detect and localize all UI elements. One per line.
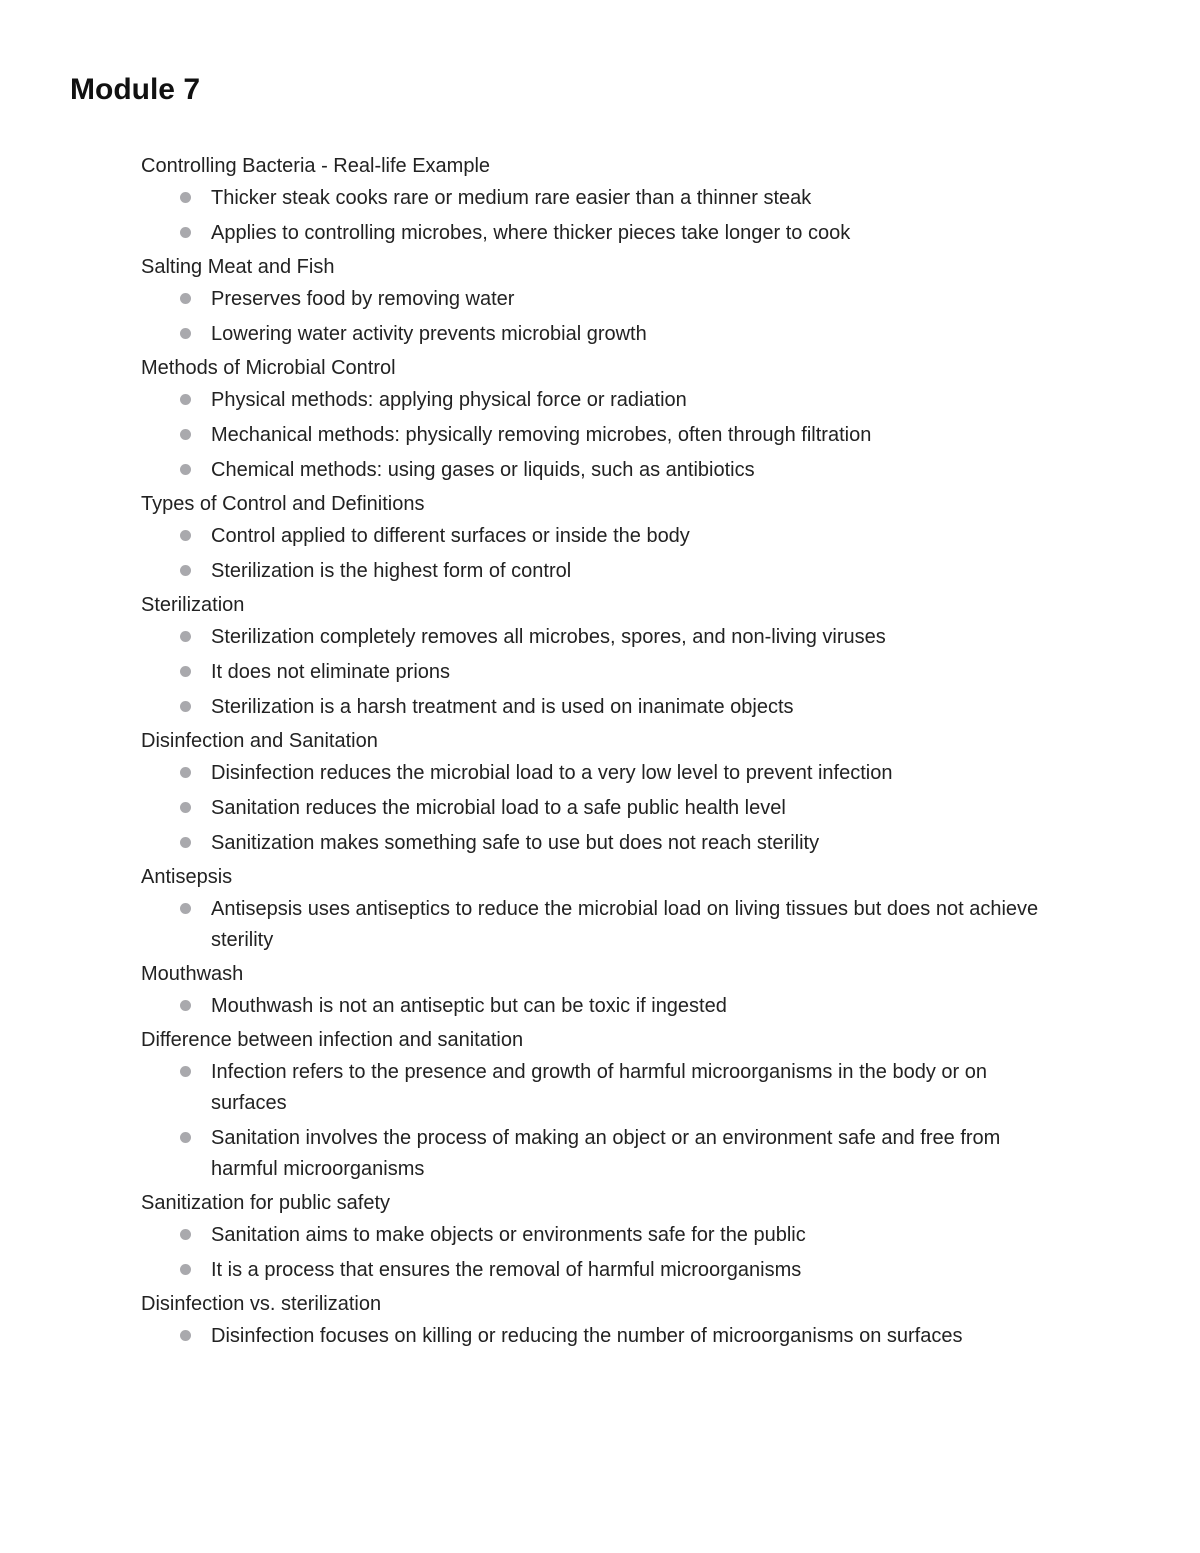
bullet-dot-icon (180, 1066, 191, 1077)
bullet-dot-icon (180, 666, 191, 677)
bullet-item (141, 622, 1061, 653)
bullet-item (141, 793, 1061, 824)
bullet-text: Sterilization completely removes all microbes, spores, and non-living viruses (211, 626, 886, 648)
bullet-text: Sanitization makes something safe to use but does not reach sterility (211, 832, 820, 854)
bullet-text: Chemical methods: using gases or liquids, such as antibiotics (211, 459, 755, 481)
bullet-item (141, 1220, 1061, 1251)
bullet-item (141, 1255, 1061, 1286)
section-heading: Salting Meat and Fish (141, 256, 335, 278)
bullet-dot-icon (180, 1330, 191, 1341)
bullet-text: Disinfection focuses on killing or reducing the number of microorganisms on surfaces (211, 1325, 963, 1347)
bullet-list (141, 1057, 1061, 1185)
note-section (141, 152, 1061, 249)
bullet-text: It does not eliminate prions (211, 661, 451, 683)
bullet-dot-icon (180, 1132, 191, 1143)
bullet-dot-icon (180, 328, 191, 339)
bullet-item (141, 385, 1061, 416)
bullet-text: Lowering water activity prevents microbial growth (211, 323, 647, 345)
bullet-dot-icon (180, 394, 191, 405)
bullet-list (141, 284, 1061, 350)
bullet-item (141, 319, 1061, 350)
bullet-dot-icon (180, 464, 191, 475)
note-section (141, 1290, 1061, 1352)
section-heading: Sanitization for public safety (141, 1192, 391, 1214)
note-section (141, 591, 1061, 723)
note-section (141, 354, 1061, 486)
bullet-text: Sanitation involves the process of making an object or an environment safe and free from harmful microorganisms (211, 1127, 1001, 1180)
bullet-list (141, 1321, 1061, 1352)
section-heading: Difference between infection and sanitation (141, 1029, 524, 1051)
bullet-item (141, 218, 1061, 249)
bullet-text: Sterilization is the highest form of control (211, 560, 572, 582)
bullet-dot-icon (180, 1229, 191, 1240)
section-heading: Types of Control and Definitions (141, 493, 425, 515)
bullet-item (141, 183, 1061, 214)
bullet-dot-icon (180, 837, 191, 848)
bullet-item (141, 556, 1061, 587)
bullet-text: Mouthwash is not an antiseptic but can be toxic if ingested (211, 995, 727, 1017)
bullet-list (141, 991, 1061, 1022)
bullet-list (141, 385, 1061, 486)
bullet-dot-icon (180, 903, 191, 914)
bullet-dot-icon (180, 631, 191, 642)
bullet-item (141, 758, 1061, 789)
bullet-dot-icon (180, 767, 191, 778)
bullet-item (141, 657, 1061, 688)
section-heading: Mouthwash (141, 963, 244, 985)
bullet-text: It is a process that ensures the removal of harmful microorganisms (211, 1259, 802, 1281)
bullet-dot-icon (180, 701, 191, 712)
bullet-dot-icon (180, 1264, 191, 1275)
bullet-list (141, 758, 1061, 859)
note-section (141, 863, 1061, 956)
bullet-text: Physical methods: applying physical force or radiation (211, 389, 687, 411)
note-section (141, 1189, 1061, 1286)
note-section (141, 253, 1061, 350)
bullet-dot-icon (180, 293, 191, 304)
bullet-item (141, 1321, 1061, 1352)
bullet-text: Infection refers to the presence and growth of harmful microorganisms in the body or on surfaces (211, 1061, 987, 1114)
bullet-item (141, 1123, 1061, 1185)
bullet-text: Sanitation aims to make objects or environments safe for the public (211, 1224, 806, 1246)
bullet-item (141, 521, 1061, 552)
section-heading: Methods of Microbial Control (141, 357, 396, 379)
bullet-item (141, 420, 1061, 451)
section-heading: Disinfection vs. sterilization (141, 1293, 382, 1315)
bullet-text: Applies to controlling microbes, where thicker pieces take longer to cook (211, 222, 851, 244)
bullet-list (141, 894, 1061, 956)
bullet-list (141, 1220, 1061, 1286)
bullet-text: Sanitation reduces the microbial load to a safe public health level (211, 797, 786, 819)
note-section (141, 960, 1061, 1022)
section-heading: Disinfection and Sanitation (141, 730, 378, 752)
bullet-list (141, 521, 1061, 587)
note-section (141, 1026, 1061, 1185)
bullet-item (141, 828, 1061, 859)
bullet-item (141, 1057, 1061, 1119)
page-title: Module 7 (70, 73, 201, 106)
bullet-dot-icon (180, 429, 191, 440)
bullet-item (141, 894, 1061, 956)
bullet-text: Sterilization is a harsh treatment and is used on inanimate objects (211, 696, 794, 718)
bullet-dot-icon (180, 802, 191, 813)
bullet-text: Thicker steak cooks rare or medium rare easier than a thinner steak (211, 187, 812, 209)
bullet-dot-icon (180, 227, 191, 238)
bullet-item (141, 284, 1061, 315)
bullet-item (141, 692, 1061, 723)
bullet-text: Disinfection reduces the microbial load to a very low level to prevent infection (211, 762, 893, 784)
section-heading: Controlling Bacteria - Real-life Example (141, 155, 491, 177)
bullet-dot-icon (180, 192, 191, 203)
bullet-text: Antisepsis uses antiseptics to reduce the microbial load on living tissues but does not achieve sterility (211, 898, 1039, 951)
bullet-dot-icon (180, 1000, 191, 1011)
bullet-dot-icon (180, 565, 191, 576)
bullet-dot-icon (180, 530, 191, 541)
bullet-item (141, 455, 1061, 486)
bullet-text: Preserves food by removing water (211, 288, 515, 310)
section-heading: Antisepsis (141, 866, 233, 888)
bullet-list (141, 622, 1061, 723)
note-section (141, 490, 1061, 587)
section-heading: Sterilization (141, 594, 245, 616)
bullet-text: Mechanical methods: physically removing microbes, often through filtration (211, 424, 872, 446)
notes-body (141, 152, 1061, 1356)
bullet-text: Control applied to different surfaces or inside the body (211, 525, 690, 547)
bullet-list (141, 183, 1061, 249)
bullet-item (141, 991, 1061, 1022)
note-section (141, 727, 1061, 859)
